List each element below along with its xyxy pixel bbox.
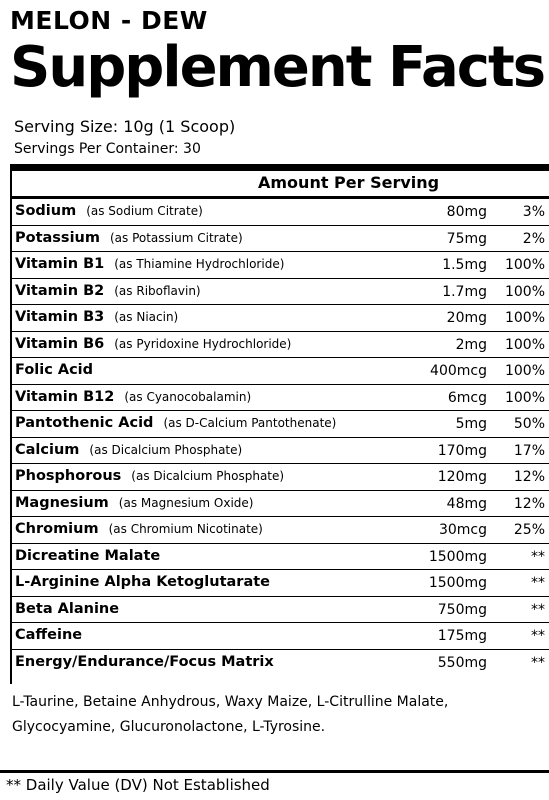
nutrient-daily-value: ** <box>531 654 545 671</box>
nutrient-daily-value: 12% <box>513 469 545 485</box>
nutrient-label: Beta Alanine <box>15 600 120 617</box>
amount-per-serving-header: Amount Per Serving <box>258 173 440 192</box>
nutrient-label: Vitamin B12 <box>15 388 115 405</box>
nutrient-name <box>15 230 243 246</box>
flavor-name: MELON - DEW <box>10 6 208 35</box>
table-row <box>10 491 549 518</box>
nutrient-label: Potassium <box>15 229 100 246</box>
nutrient-amount: 80mg <box>446 204 487 220</box>
table-row <box>10 385 549 412</box>
nutrient-source: (as Thiamine Hydrochloride) <box>114 257 285 271</box>
nutrient-daily-value: 100% <box>504 363 545 379</box>
nutrient-source: (as Dicalcium Phosphate) <box>89 442 243 457</box>
nutrient-name <box>15 283 201 299</box>
table-row <box>10 252 549 279</box>
nutrient-amount: 400mcg <box>430 363 487 379</box>
table-row <box>10 517 549 544</box>
nutrient-name <box>15 521 263 537</box>
nutrient-amount: 175mg <box>437 628 487 644</box>
nutrient-daily-value: 2% <box>522 230 545 247</box>
table-row <box>10 332 549 359</box>
nutrient-daily-value: 100% <box>504 389 545 406</box>
nutrient-source: (as Pyridoxine Hydrochloride) <box>114 336 292 351</box>
nutrient-daily-value: 25% <box>513 522 545 538</box>
nutrient-daily-value: ** <box>531 575 545 591</box>
nutrient-daily-value: ** <box>531 628 545 644</box>
nutrient-daily-value: 3% <box>522 204 545 220</box>
nutrient-name <box>15 256 284 272</box>
nutrient-name <box>15 415 336 431</box>
table-row <box>10 279 549 306</box>
thick-rule-top <box>10 164 549 171</box>
nutrient-name <box>15 389 251 405</box>
nutrient-daily-value: ** <box>531 601 545 618</box>
nutrient-daily-value: 17% <box>513 442 545 459</box>
nutrient-amount: 2mg <box>455 336 487 353</box>
nutrient-amount: 6mcg <box>447 389 487 406</box>
label-title: Supplement Facts <box>10 35 545 100</box>
nutrient-name <box>15 654 274 670</box>
nutrient-source: (as Magnesium Oxide) <box>118 495 254 510</box>
nutrient-daily-value: 100% <box>504 283 545 300</box>
nutrient-amount: 1500mg <box>428 575 487 591</box>
nutrient-name <box>15 442 242 458</box>
nutrient-name <box>15 627 82 643</box>
nutrient-name <box>15 495 253 511</box>
nutrient-amount: 1500mg <box>428 548 487 565</box>
servings-per-container: Servings Per Container: 30 <box>14 141 201 157</box>
nutrient-name <box>15 548 160 564</box>
nutrient-label: Vitamin B2 <box>15 282 105 299</box>
nutrient-amount: 750mg <box>437 601 487 618</box>
serving-size: Serving Size: 10g (1 Scoop) <box>14 117 236 136</box>
table-row <box>10 305 549 332</box>
nutrient-label: Vitamin B6 <box>15 335 105 352</box>
nutrient-amount: 30mcg <box>438 522 487 538</box>
nutrient-amount: 75mg <box>446 230 487 247</box>
nutrient-name <box>15 601 119 617</box>
nutrient-label: Phosphorous <box>15 468 122 484</box>
table-row <box>10 226 549 253</box>
footnote: ** Daily Value (DV) Not Established <box>6 776 270 794</box>
nutrient-name <box>15 574 270 590</box>
nutrient-label: Caffeine <box>15 627 83 643</box>
nutrient-source: (as Chromium Nicotinate) <box>108 522 263 536</box>
nutrient-source: (as Dicalcium Phosphate) <box>131 469 285 483</box>
matrix-ingredients: L-Taurine, Betaine Anhydrous, Waxy Maize, L-Citrulline Malate, Glycocyamine, Glucuronolactone, L-Tyrosine. <box>12 694 449 735</box>
nutrient-label: L-Arginine Alpha Ketoglutarate <box>15 574 271 590</box>
table-row <box>10 570 549 597</box>
nutrient-name <box>15 309 178 325</box>
nutrient-label: Folic Acid <box>15 362 94 378</box>
nutrient-source: (as Niacin) <box>114 310 179 324</box>
table-row <box>10 358 549 385</box>
nutrient-name <box>15 468 284 484</box>
nutrient-daily-value: 12% <box>513 495 545 512</box>
nutrient-source: (as Riboflavin) <box>114 283 201 298</box>
nutrient-daily-value: 100% <box>504 336 545 353</box>
nutrient-source: (as Cyanocobalamin) <box>124 389 252 404</box>
table-row <box>10 438 549 465</box>
table-row <box>10 199 549 226</box>
nutrient-amount: 1.7mg <box>442 283 487 300</box>
nutrient-daily-value: 100% <box>504 310 545 326</box>
bottom-rule <box>0 770 549 773</box>
nutrient-label: Pantothenic Acid <box>15 415 154 431</box>
nutrient-daily-value: 50% <box>513 416 545 432</box>
nutrient-label: Vitamin B3 <box>15 309 105 325</box>
nutrient-name <box>15 362 93 378</box>
nutrient-label: Chromium <box>15 521 99 537</box>
nutrient-daily-value: 100% <box>504 257 545 273</box>
nutrient-source: (as D-Calcium Pantothenate) <box>163 416 337 430</box>
nutrient-name <box>15 336 291 352</box>
table-row <box>10 464 549 491</box>
nutrient-label: Vitamin B1 <box>15 256 105 272</box>
table-row <box>10 544 549 571</box>
nutrient-amount: 20mg <box>446 310 487 326</box>
nutrient-amount: 550mg <box>437 654 487 671</box>
table-row <box>10 650 549 677</box>
nutrient-amount: 5mg <box>455 416 487 432</box>
nutrient-amount: 1.5mg <box>442 257 487 273</box>
table-row <box>10 623 549 650</box>
nutrient-amount: 170mg <box>437 442 487 459</box>
nutrient-amount: 48mg <box>446 495 487 512</box>
nutrient-name <box>15 203 203 219</box>
nutrient-label: Magnesium <box>15 494 109 511</box>
nutrient-label: Dicreatine Malate <box>15 547 161 564</box>
nutrient-label: Calcium <box>15 441 80 458</box>
nutrient-source: (as Sodium Citrate) <box>86 204 203 218</box>
nutrient-label: Energy/Endurance/Focus Matrix <box>15 653 274 670</box>
nutrient-source: (as Potassium Citrate) <box>109 230 243 245</box>
table-row <box>10 411 549 438</box>
table-row <box>10 597 549 624</box>
nutrient-label: Sodium <box>15 203 77 219</box>
nutrient-daily-value: ** <box>531 548 545 565</box>
nutrient-amount: 120mg <box>437 469 487 485</box>
nutrient-table <box>10 199 549 676</box>
